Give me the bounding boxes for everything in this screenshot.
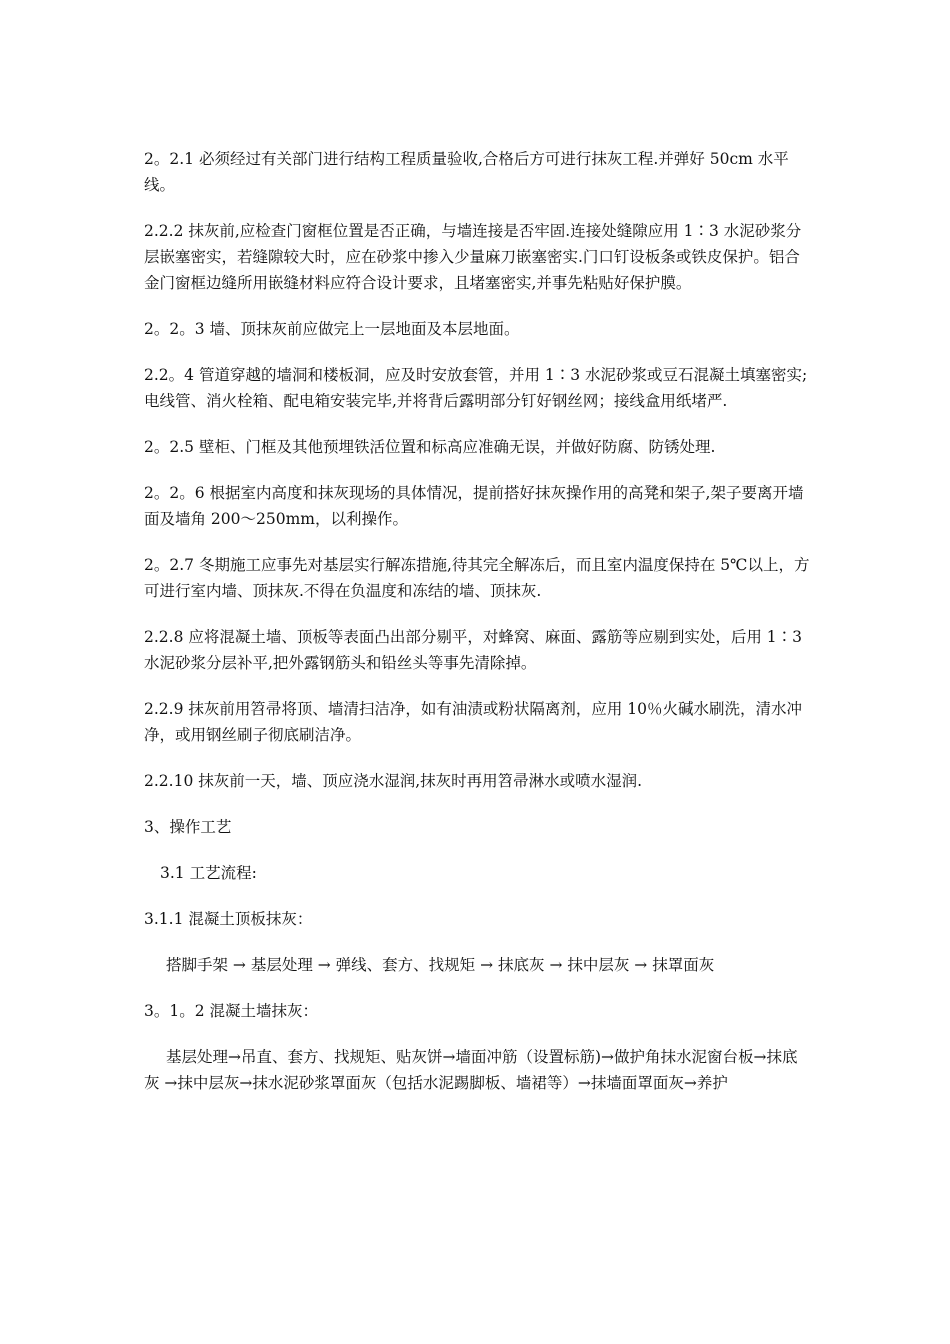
paragraph-2-2-5: 2。2.5 壁柜、门框及其他预埋铁活位置和标高应准确无误，并做好防腐、防锈处理. xyxy=(144,438,716,456)
section-heading-3: 3、操作工艺 xyxy=(144,818,232,836)
paragraph-2-2-1: 2。2.1 必须经过有关部门进行结构工程质量验收,合格后方可进行抹灰工程.并弹好 50cm 水平线。 xyxy=(144,150,789,194)
paragraph-2-2-7: 2。2.7 冬期施工应事先对基层实行解冻措施,待其完全解冻后，而且室内温度保持在 5℃以上，方可进行室内墙、顶抹灰.不得在负温度和冻结的墙、顶抹灰. xyxy=(144,556,810,600)
paragraph-2-2-8: 2.2.8 应将混凝土墙、顶板等表面凸出部分剔平，对蜂窝、麻面、露筋等应剔到实处，后用 1∶3 水泥砂浆分层补平,把外露钢筋头和铅丝头等事先清除掉。 xyxy=(144,628,803,672)
subheading-3-1-2: 3。1。2 混凝土墙抹灰： xyxy=(144,1002,319,1020)
document-body xyxy=(144,146,810,1116)
paragraph-2-2-2: 2.2.2 抹灰前,应检查门窗框位置是否正确，与墙连接是否牢固.连接处缝隙应用 1∶3 水泥砂浆分层嵌塞密实，若缝隙较大时，应在砂浆中掺入少量麻刀嵌塞密实.门口钉设板条或铁皮保护。铝合金门窗框边缝所用嵌缝材料应符合设计要求，且堵塞密实,并事先粘贴好保护膜。 xyxy=(144,222,802,292)
process-flow-wall: 基层处理→吊直、套方、找规矩、贴灰饼→墙面冲筋（设置标筋)→做护角抹水泥窗台板→抹底灰 →抹中层灰→抹水泥砂浆罩面灰（包括水泥踢脚板、墙裙等）→抹墙面罩面灰→养护 xyxy=(144,1048,798,1092)
process-flow-ceiling: 搭脚手架 → 基层处理 → 弹线、套方、找规矩 → 抹底灰 → 抹中层灰 → 抹罩面灰 xyxy=(166,956,715,974)
paragraph-2-2-3: 2。2。3 墙、顶抹灰前应做完上一层地面及本层地面。 xyxy=(144,320,520,338)
subheading-3-1-1: 3.1.1 混凝土顶板抹灰： xyxy=(144,910,313,928)
paragraph-2-2-9: 2.2.9 抹灰前用笤帚将顶、墙清扫洁净，如有油渍或粉状隔离剂，应用 10％火碱水刷洗，清水冲净，或用钢丝刷子彻底刷洁净。 xyxy=(144,700,803,744)
paragraph-2-2-6: 2。2。6 根据室内高度和抹灰现场的具体情况，提前搭好抹灰操作用的高凳和架子,架子要离开墙面及墙角 200～250mm，以利操作。 xyxy=(144,484,804,528)
subheading-3-1: 3.1 工艺流程: xyxy=(160,864,257,882)
paragraph-2-2-10: 2.2.10 抹灰前一天，墙、顶应浇水湿润,抹灰时再用笤帚淋水或喷水湿润. xyxy=(144,772,643,790)
paragraph-2-2-4: 2.2。4 管道穿越的墙洞和楼板洞，应及时安放套管，并用 1∶3 水泥砂浆或豆石混凝土填塞密实;电线管、消火栓箱、配电箱安装完毕,并将背后露明部分钉好钢丝网；接线盒用纸堵严. xyxy=(144,366,808,410)
